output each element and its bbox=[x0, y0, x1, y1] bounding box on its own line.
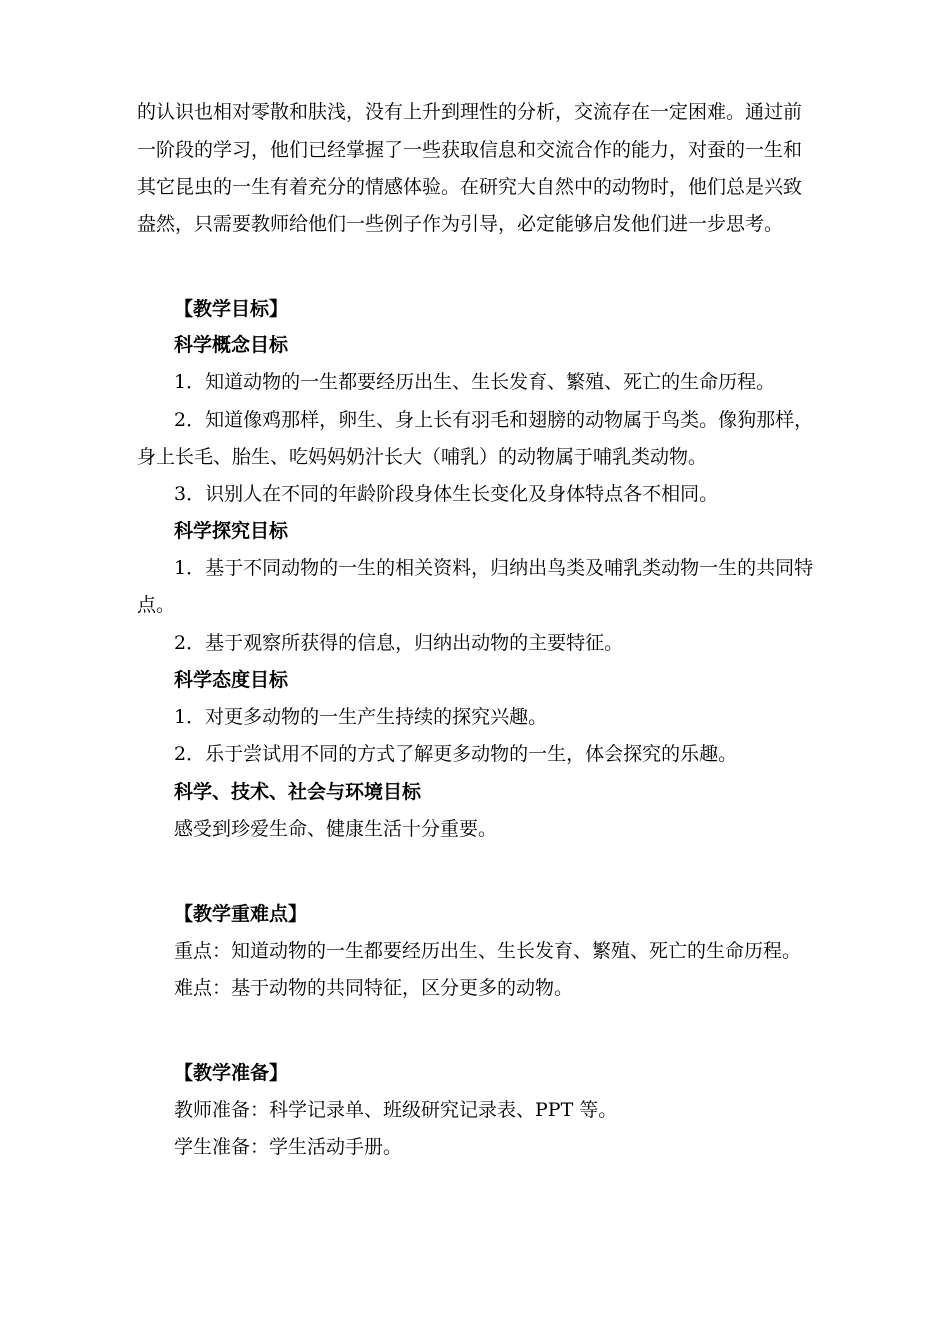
stse-goal-item-1: 感受到珍爱生命、健康生活十分重要。 bbox=[174, 818, 498, 840]
teacher-preparation: 教师准备：科学记录单、班级研究记录表、PPT 等。 bbox=[174, 1099, 618, 1121]
intro-line-2: 一阶段的学习，他们已经掌握了一些获取信息和交流合作的能力，对蚕的一生和 bbox=[137, 139, 803, 161]
keypoints-heading: 【教学重难点】 bbox=[174, 903, 308, 925]
attitude-goal-title: 科学态度目标 bbox=[174, 669, 289, 691]
intro-line-4: 盎然，只需要教师给他们一些例子作为引导，必定能够启发他们进一步思考。 bbox=[137, 213, 784, 235]
objectives-heading: 【教学目标】 bbox=[174, 298, 289, 320]
intro-line-3: 其它昆虫的一生有着充分的情感体验。在研究大自然中的动物时，他们总是兴致 bbox=[137, 176, 803, 198]
concept-goal-item-2-cont: 身上长毛、胎生、吃妈妈奶汁长大（哺乳）的动物属于哺乳类动物。 bbox=[137, 446, 708, 468]
concept-goal-item-3: 3．识别人在不同的年龄阶段身体生长变化及身体特点各不相同。 bbox=[174, 483, 719, 505]
intro-line-1: 的认识也相对零散和肤浅，没有上升到理性的分析，交流存在一定困难。通过前 bbox=[137, 101, 803, 123]
concept-goal-item-1: 1．知道动物的一生都要经历出生、生长发育、繁殖、死亡的生命历程。 bbox=[174, 371, 776, 393]
difficulty-text: 难点：基于动物的共同特征，区分更多的动物。 bbox=[174, 977, 574, 999]
preparation-heading: 【教学准备】 bbox=[174, 1062, 289, 1084]
attitude-goal-item-1: 1．对更多动物的一生产生持续的探究兴趣。 bbox=[174, 706, 548, 728]
keypoint-text: 重点：知道动物的一生都要经历出生、生长发育、繁殖、死亡的生命历程。 bbox=[174, 940, 802, 962]
inquiry-goal-item-2: 2．基于观察所获得的信息，归纳出动物的主要特征。 bbox=[174, 632, 624, 654]
concept-goal-title: 科学概念目标 bbox=[174, 334, 289, 356]
student-preparation: 学生准备：学生活动手册。 bbox=[174, 1136, 403, 1158]
inquiry-goal-item-1: 1．基于不同动物的一生的相关资料，归纳出鸟类及哺乳类动物一生的共同特 bbox=[174, 557, 814, 579]
stse-goal-title: 科学、技术、社会与环境目标 bbox=[174, 781, 422, 803]
attitude-goal-item-2: 2．乐于尝试用不同的方式了解更多动物的一生，体会探究的乐趣。 bbox=[174, 743, 738, 765]
inquiry-goal-title: 科学探究目标 bbox=[174, 520, 289, 542]
concept-goal-item-2: 2．知道像鸡那样，卵生、身上长有羽毛和翅膀的动物属于鸟类。像狗那样， bbox=[174, 409, 814, 431]
inquiry-goal-item-1-cont: 点。 bbox=[137, 594, 176, 616]
